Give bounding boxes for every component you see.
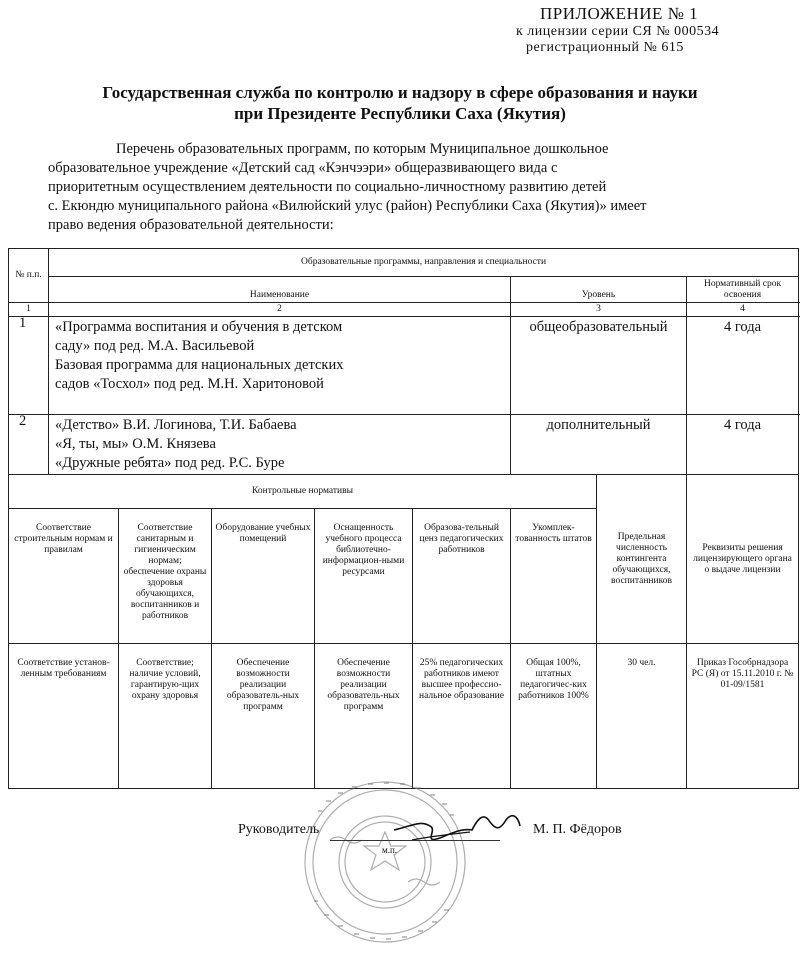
control-col-header: Образова-тельный ценз педагогических работников <box>413 509 511 644</box>
signature-icon <box>392 800 532 860</box>
appendix-block <box>516 4 720 56</box>
program-name-line: «Дружные ребята» под ред. Р.С. Буре <box>55 455 285 471</box>
program-name-line: «Я, ты, мы» О.М. Князева <box>55 436 216 452</box>
intro-line-3: приоритетным осуществлением деятельности по социально-личностному развитию детей <box>48 179 607 195</box>
col-requisites-header: Реквизиты решения лицензирующего органа о выдаче лицензии <box>687 475 799 644</box>
program-row <box>9 317 799 415</box>
control-col-header: Укомплек-тованность штатов <box>511 509 597 644</box>
program-row <box>9 415 799 475</box>
index-cell: 3 <box>511 303 687 317</box>
official-seal-icon <box>290 770 480 950</box>
control-value: 25% педагогических работников имеют высшее профессио-нальное образование <box>413 644 511 789</box>
control-col-header: Соответствие строительным нормам и правилам <box>9 509 119 644</box>
intro-line-1: Перечень образовательных программ, по которым Муниципальное дошкольное <box>116 141 609 157</box>
index-cell: 2 <box>49 303 511 317</box>
control-values-row <box>9 644 799 789</box>
index-cell: 4 <box>687 303 799 317</box>
control-col-header: Оборудование учебных помещений <box>212 509 315 644</box>
agency-line-1: Государственная служба по контролю и надзору в сфере образования и науки <box>102 83 698 102</box>
requisites-value: Приказ Гособрнадзора РС (Я) от 15.11.2010 г. № 01-09/1581 <box>687 644 799 789</box>
program-name <box>49 415 511 475</box>
programs-header: Образовательные программы, направления и специальности <box>49 249 799 277</box>
control-col-header: Соответствие санитарным и гигиеническим нормам; обеспечение охраны здоровья обучающихся, воспитанников и работников <box>119 509 212 644</box>
control-col-header: Оснащенность учебного процесса библиотечно-информацион-ными ресурсами <box>315 509 413 644</box>
program-name-line: садов «Тосхол» под ред. М.Н. Харитоновой <box>55 376 324 392</box>
program-name-line: «Детство» В.И. Логинова, Т.И. Бабаева <box>55 417 297 433</box>
program-name-line: «Программа воспитания и обучения в детском <box>55 319 343 335</box>
col-max-count-header: Предельная численность контингента обучающихся, воспитанников <box>597 475 687 644</box>
control-value: Общая 100%, штатных педагогичес-ких работников 100% <box>511 644 597 789</box>
stamp-place-label: м.п. <box>382 845 398 855</box>
intro-line-5: право ведения образовательной деятельности: <box>48 217 334 233</box>
max-count-value: 30 чел. <box>597 644 687 789</box>
intro-paragraph <box>48 140 760 235</box>
program-row-number: 1 <box>9 317 49 415</box>
table-subheader-row <box>9 277 799 303</box>
col-name-header: Наименование <box>49 277 511 303</box>
signer-name: М. П. Фёдоров <box>533 822 622 837</box>
col-level-header: Уровень <box>511 277 687 303</box>
appendix-title: ПРИЛОЖЕНИЕ № 1 <box>540 4 699 23</box>
programs-table <box>8 248 799 789</box>
agency-title <box>40 82 760 124</box>
registration-line: регистрационный № 615 <box>526 40 684 55</box>
table-header-row <box>9 249 799 277</box>
intro-line-4: с. Екюндю муниципального района «Вилюйский улус (район) Республики Саха (Якутия)» имеет <box>48 198 647 214</box>
control-value: Обеспечение возможности реализации образователь-ных программ <box>315 644 413 789</box>
program-level: общеобразовательный <box>511 317 687 415</box>
license-line: к лицензии серии СЯ № 000534 <box>516 24 720 39</box>
program-name <box>49 317 511 415</box>
control-header: Контрольные нормативы <box>9 475 597 509</box>
control-value: Соответствие установ-ленным требованиям <box>9 644 119 789</box>
signer-role: Руководитель <box>238 822 320 837</box>
program-level: дополнительный <box>511 415 687 475</box>
col-num-header: № п.п. <box>9 249 49 303</box>
col-term-header: Нормативный срок освоения <box>687 277 799 303</box>
program-row-number: 2 <box>9 415 49 475</box>
program-name-line: саду» под ред. М.А. Васильевой <box>55 338 255 354</box>
program-term: 4 года <box>687 415 799 475</box>
control-header-row <box>9 475 799 509</box>
intro-line-2: образовательное учреждение «Детский сад «Кэнчээри» общеразвивающего вида с <box>48 160 558 176</box>
control-value: Обеспечение возможности реализации образователь-ных программ <box>212 644 315 789</box>
index-cell: 1 <box>9 303 49 317</box>
program-name-line: Базовая программа для национальных детских <box>55 357 344 373</box>
table-index-row <box>9 303 799 317</box>
signature-line <box>330 840 500 841</box>
control-value: Соответствие; наличие условий, гарантирую-щих охрану здоровья <box>119 644 212 789</box>
program-term: 4 года <box>687 317 799 415</box>
agency-line-2: при Президенте Республики Саха (Якутия) <box>234 104 566 123</box>
